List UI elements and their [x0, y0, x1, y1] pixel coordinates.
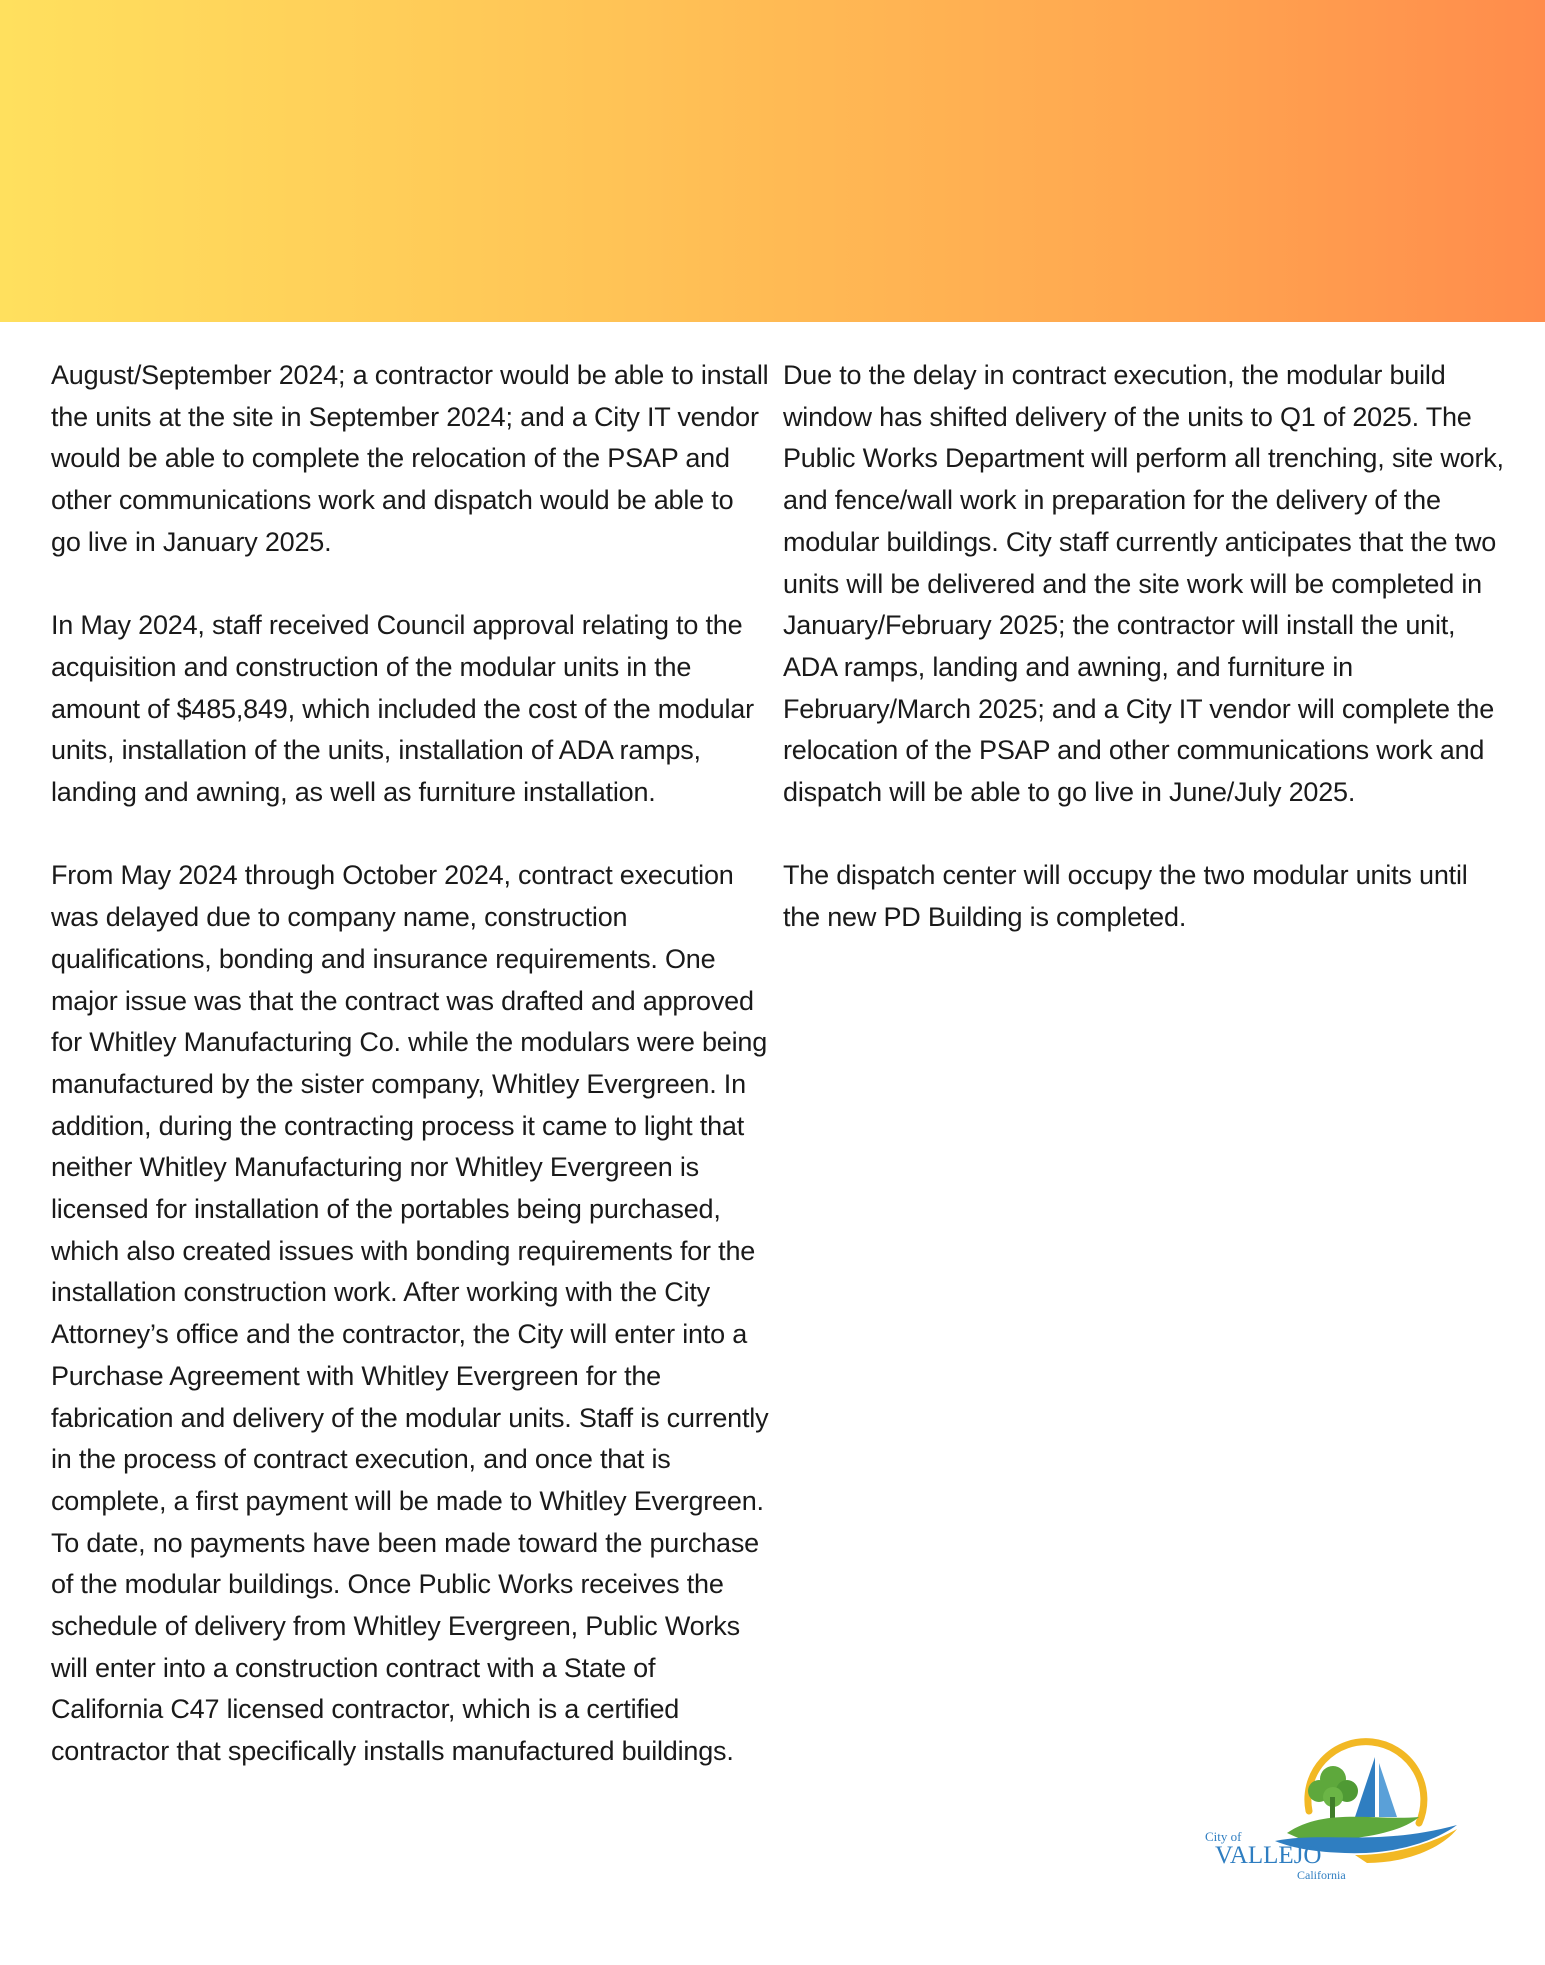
left-column — [51, 355, 769, 1815]
logo-california-text: California — [1297, 1868, 1346, 1882]
paragraph-council-approval: In May 2024, staff received Council approval relating to the acquisition and construction of the modular units in the amount of $485,849, which included the cost of the modular units, installation of the units, installation of ADA ramps, landing and awning, as well as furniture installation. — [51, 610, 754, 808]
paragraph-contract-delay: From May 2024 through October 2024, contract execution was delayed due to company name, construction qualifications, bonding and insurance requirements. One major issue was that the contract was drafted and approved for Whitley Manufacturing Co. while the modulars were being manufactured by the sister company, Whitley Evergreen. In addition, during the contracting process it came to light that neither Whitley Manufacturing nor Whitley Evergreen is licensed for installation of the portables being purchased, which also created issues with bonding requirements for the installation construction work. After working with the City Attorney’s office and the contractor, the City will enter into a Purchase Agreement with Whitley Evergreen for the fabrication and delivery of the modular units. Staff is currently in the process of contract execution, and once that is complete, a first payment will be made to Whitley Evergreen. To date, no payments have been made toward the purchase of the modular buildings. Once Public Works receives the schedule of delivery from Whitley Evergreen, Public Works will enter into a construction contract with a State of California C47 licensed contractor, which is a certified contractor that specifically installs manufactured buildings. — [51, 860, 769, 1767]
right-column — [783, 355, 1505, 981]
paragraph-dispatch-occupancy: The dispatch center will occupy the two modular units until the new PD Building is completed. — [783, 860, 1468, 933]
paragraph-schedule-original: August/September 2024; a contractor would be able to install the units at the site in September 2024; and a City IT vendor would be able to complete the relocation of the PSAP and other communications work and dispatch would be able to go live in January 2025. — [51, 360, 769, 557]
header-gradient-band — [0, 0, 1545, 322]
logo-city-of-text: City of — [1205, 1829, 1242, 1844]
paragraph-revised-schedule: Due to the delay in contract execution, the modular build window has shifted delivery of the units to Q1 of 2025. The Public Works Department will perform all trenching, site work, and fence/wall work in preparation for the delivery of the modular buildings. City staff currently anticipates that the two units will be delivered and the site work will be completed in January/February 2025; the contractor will install the unit, ADA ramps, landing and awning, and furniture in February/March 2025; and a City IT vendor will complete the relocation of the PSAP and other communications work and dispatch will be able to go live in June/July 2025. — [783, 360, 1504, 808]
logo-vallejo-text: VALLEJO — [1215, 1842, 1322, 1869]
city-of-vallejo-logo — [1205, 1737, 1465, 1885]
